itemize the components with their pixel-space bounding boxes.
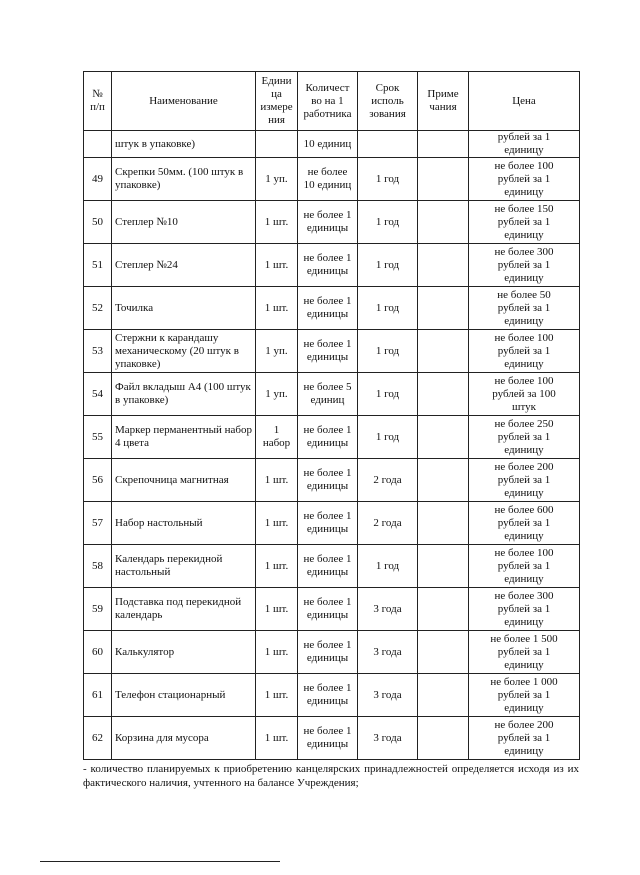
cell-number: 56 (84, 459, 112, 502)
cell-term: 2 года (358, 502, 418, 545)
cell-number: 49 (84, 158, 112, 201)
cell-number: 50 (84, 201, 112, 244)
cell-quantity: не более 1 единицы (298, 330, 358, 373)
cell-price: не более 1 500 рублей за 1 единицу (469, 631, 580, 674)
cell-unit: 1 шт. (256, 459, 298, 502)
cell-unit: 1 набор (256, 416, 298, 459)
cell-unit: 1 шт. (256, 588, 298, 631)
cell-number: 52 (84, 287, 112, 330)
table-row (84, 502, 580, 545)
cell-name: Корзина для мусора (112, 717, 256, 760)
cell-term: 1 год (358, 244, 418, 287)
header-price: Цена (469, 72, 580, 131)
cell-quantity: не более 1 единицы (298, 502, 358, 545)
cell-unit: 1 шт. (256, 201, 298, 244)
table-row (84, 201, 580, 244)
cell-number: 51 (84, 244, 112, 287)
cell-notes (418, 502, 469, 545)
table-body (84, 131, 580, 760)
cell-name: Калькулятор (112, 631, 256, 674)
cell-quantity: не более 1 единицы (298, 631, 358, 674)
cell-notes (418, 158, 469, 201)
cell-name: Точилка (112, 287, 256, 330)
cell-name: Подставка под перекидной календарь (112, 588, 256, 631)
cell-quantity: не более 1 единицы (298, 244, 358, 287)
cell-notes (418, 287, 469, 330)
cell-name: Маркер перманентный набор 4 цвета (112, 416, 256, 459)
table-header-row (84, 72, 580, 131)
cell-term: 1 год (358, 287, 418, 330)
cell-term: 3 года (358, 631, 418, 674)
cell-price: не более 600 рублей за 1 единицу (469, 502, 580, 545)
header-term: Срок исполь зования (358, 72, 418, 131)
table-row (84, 588, 580, 631)
cell-name: Файл вкладыш А4 (100 штук в упаковке) (112, 373, 256, 416)
cell-notes (418, 373, 469, 416)
table-row (84, 631, 580, 674)
cell-price: не более 100 рублей за 1 единицу (469, 545, 580, 588)
cell-number: 60 (84, 631, 112, 674)
cell-price: не более 200 рублей за 1 единицу (469, 459, 580, 502)
table-row-continuation (84, 131, 580, 158)
table-row (84, 545, 580, 588)
cell-unit: 1 шт. (256, 244, 298, 287)
cell-quantity: не более 1 единицы (298, 201, 358, 244)
table-row (84, 416, 580, 459)
cell-unit: 1 уп. (256, 373, 298, 416)
cell-term: 1 год (358, 373, 418, 416)
cell-name: Телефон стационарный (112, 674, 256, 717)
footnote-text: - количество планируемых к приобретению канцелярских принадлежностей определяется исходя из их фактического наличия, учтенного на балансе Учреждения; (83, 763, 579, 789)
cell-quantity: не более 1 единицы (298, 287, 358, 330)
cell-quantity: не более 1 единицы (298, 674, 358, 717)
cell-name: Скрепочница магнитная (112, 459, 256, 502)
cell-unit: 1 шт. (256, 502, 298, 545)
table-row (84, 244, 580, 287)
cell-term: 1 год (358, 545, 418, 588)
cell-term (358, 131, 418, 158)
cell-name: Скрепки 50мм. (100 штук в упаковке) (112, 158, 256, 201)
table-row (84, 459, 580, 502)
table-row (84, 373, 580, 416)
header-notes: Приме чания (418, 72, 469, 131)
cell-notes (418, 674, 469, 717)
cell-number (84, 131, 112, 158)
cell-quantity: не более 1 единицы (298, 545, 358, 588)
cell-number: 58 (84, 545, 112, 588)
cell-price: не более 100 рублей за 1 единицу (469, 330, 580, 373)
cell-number: 55 (84, 416, 112, 459)
table-row (84, 330, 580, 373)
cell-unit (256, 131, 298, 158)
cell-quantity: не более 1 единицы (298, 416, 358, 459)
cell-name: Степлер №24 (112, 244, 256, 287)
cell-number: 54 (84, 373, 112, 416)
cell-term: 1 год (358, 330, 418, 373)
cell-quantity: не более 1 единицы (298, 717, 358, 760)
cell-name: штук в упаковке) (112, 131, 256, 158)
cell-price: не более 100 рублей за 1 единицу (469, 158, 580, 201)
cell-quantity: не более 10 единиц (298, 158, 358, 201)
cell-notes (418, 244, 469, 287)
cell-unit: 1 уп. (256, 330, 298, 373)
cell-unit: 1 шт. (256, 717, 298, 760)
cell-term: 1 год (358, 158, 418, 201)
cell-notes (418, 631, 469, 674)
cell-name: Стержни к карандашу механическому (20 штук в упаковке) (112, 330, 256, 373)
cell-number: 59 (84, 588, 112, 631)
cell-price: не более 1 000 рублей за 1 единицу (469, 674, 580, 717)
cell-price: рублей за 1 единицу (469, 131, 580, 158)
cell-unit: 1 уп. (256, 158, 298, 201)
supplies-table (83, 71, 580, 760)
cell-term: 3 года (358, 588, 418, 631)
cell-notes (418, 201, 469, 244)
cell-price: не более 200 рублей за 1 единицу (469, 717, 580, 760)
footer-divider (40, 861, 280, 862)
cell-notes (418, 588, 469, 631)
cell-notes (418, 459, 469, 502)
cell-quantity: 10 единиц (298, 131, 358, 158)
cell-price: не более 50 рублей за 1 единицу (469, 287, 580, 330)
cell-price: не более 100 рублей за 100 штук (469, 373, 580, 416)
table-row (84, 674, 580, 717)
cell-number: 62 (84, 717, 112, 760)
header-unit: Едини ца измере ния (256, 72, 298, 131)
table-row (84, 158, 580, 201)
cell-quantity: не более 1 единицы (298, 588, 358, 631)
cell-price: не более 300 рублей за 1 единицу (469, 244, 580, 287)
cell-notes (418, 131, 469, 158)
supplies-table-container (83, 71, 579, 760)
cell-quantity: не более 5 единиц (298, 373, 358, 416)
table-row (84, 717, 580, 760)
cell-unit: 1 шт. (256, 631, 298, 674)
cell-price: не более 150 рублей за 1 единицу (469, 201, 580, 244)
cell-term: 1 год (358, 201, 418, 244)
cell-unit: 1 шт. (256, 545, 298, 588)
cell-term: 2 года (358, 459, 418, 502)
cell-unit: 1 шт. (256, 674, 298, 717)
header-number: № п/п (84, 72, 112, 131)
cell-name: Календарь перекидной настольный (112, 545, 256, 588)
cell-notes (418, 717, 469, 760)
cell-notes (418, 416, 469, 459)
cell-quantity: не более 1 единицы (298, 459, 358, 502)
cell-term: 1 год (358, 416, 418, 459)
cell-term: 3 года (358, 717, 418, 760)
table-row (84, 287, 580, 330)
cell-notes (418, 545, 469, 588)
cell-term: 3 года (358, 674, 418, 717)
cell-unit: 1 шт. (256, 287, 298, 330)
cell-name: Набор настольный (112, 502, 256, 545)
header-name: Наименование (112, 72, 256, 131)
cell-price: не более 300 рублей за 1 единицу (469, 588, 580, 631)
cell-number: 61 (84, 674, 112, 717)
header-quantity: Количест во на 1 работника (298, 72, 358, 131)
cell-notes (418, 330, 469, 373)
cell-number: 53 (84, 330, 112, 373)
cell-name: Степлер №10 (112, 201, 256, 244)
cell-number: 57 (84, 502, 112, 545)
cell-price: не более 250 рублей за 1 единицу (469, 416, 580, 459)
